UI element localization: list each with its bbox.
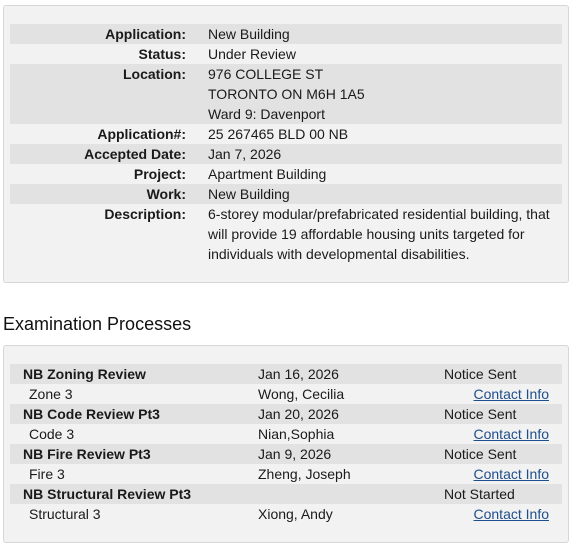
detail-row-description	[10, 204, 562, 264]
examiner-name: Wong, Cecilia	[258, 386, 345, 402]
location-ward: Ward 9: Davenport	[208, 106, 325, 122]
detail-row-status	[10, 44, 562, 64]
process-name: NB Fire Review Pt3	[23, 446, 151, 462]
description-line: individuals with developmental disabilities.	[208, 246, 470, 262]
process-date: Jan 9, 2026	[258, 446, 332, 462]
work-value: New Building	[208, 186, 290, 202]
detail-label: Status:	[138, 46, 186, 62]
details-rows	[10, 24, 562, 264]
process-status: Notice Sent	[444, 406, 517, 422]
examination-processes-panel	[3, 345, 569, 543]
detail-label: Application:	[105, 26, 186, 42]
contact-info-link[interactable]: Contact Info	[473, 426, 549, 442]
examiner-name: Nian,Sophia	[258, 426, 335, 442]
process-group: Code 3	[29, 426, 75, 442]
process-status: Not Started	[444, 486, 515, 502]
detail-row-accepted-date	[10, 144, 562, 164]
detail-value	[186, 164, 562, 184]
detail-value	[186, 124, 562, 144]
status-value: Under Review	[208, 46, 296, 62]
detail-row-location	[10, 64, 562, 124]
detail-label: Location:	[123, 66, 186, 82]
project-value: Apartment Building	[208, 166, 327, 182]
process-row-fire	[10, 444, 562, 464]
detail-row-application	[10, 24, 562, 44]
process-group: Zone 3	[29, 386, 73, 402]
detail-label: Accepted Date:	[84, 146, 186, 162]
process-date	[258, 484, 444, 504]
detail-row-project	[10, 164, 562, 184]
process-group: Structural 3	[29, 506, 101, 522]
application-number: 25 267465 BLD 00 NB	[208, 126, 349, 142]
process-status: Notice Sent	[444, 366, 517, 382]
process-date: Jan 16, 2026	[258, 366, 339, 382]
detail-row-application-number	[10, 124, 562, 144]
process-row-zoning	[10, 364, 562, 384]
detail-label: Description:	[104, 206, 186, 222]
process-subrow-fire	[10, 464, 562, 484]
process-date: Jan 20, 2026	[258, 406, 339, 422]
accepted-date: Jan 7, 2026	[208, 146, 282, 162]
detail-value	[186, 144, 562, 164]
process-rows	[10, 364, 562, 524]
detail-value	[186, 24, 562, 44]
detail-label: Work:	[146, 186, 186, 202]
process-name: NB Code Review Pt3	[23, 406, 160, 422]
application-type: New Building	[208, 26, 290, 42]
process-name: NB Zoning Review	[23, 366, 146, 382]
location-city: TORONTO ON M6H 1A5	[208, 86, 365, 102]
process-subrow-zoning	[10, 384, 562, 404]
process-row-code	[10, 404, 562, 424]
process-status: Notice Sent	[444, 446, 517, 462]
description-line: will provide 19 affordable housing units targeted for	[208, 226, 525, 242]
detail-value	[186, 204, 562, 264]
examiner-name: Xiong, Andy	[258, 506, 333, 522]
examiner-name: Zheng, Joseph	[258, 466, 351, 482]
location-street: 976 COLLEGE ST	[208, 66, 324, 82]
detail-row-work	[10, 184, 562, 204]
process-subrow-structural	[10, 504, 562, 524]
detail-value	[186, 184, 562, 204]
description-line: 6-storey modular/prefabricated residential building, that	[208, 206, 550, 222]
contact-info-link[interactable]: Contact Info	[473, 506, 549, 522]
detail-label: Project:	[133, 166, 186, 182]
detail-value	[186, 44, 562, 64]
process-row-structural	[10, 484, 562, 504]
process-name: NB Structural Review Pt3	[23, 486, 192, 502]
detail-label: Application#:	[97, 126, 186, 142]
examination-processes-heading: Examination Processes	[3, 314, 192, 334]
process-subrow-code	[10, 424, 562, 444]
detail-value	[186, 64, 562, 124]
contact-info-link[interactable]: Contact Info	[473, 386, 549, 402]
application-details-panel	[3, 5, 569, 283]
process-group: Fire 3	[29, 466, 65, 482]
contact-info-link[interactable]: Contact Info	[473, 466, 549, 482]
